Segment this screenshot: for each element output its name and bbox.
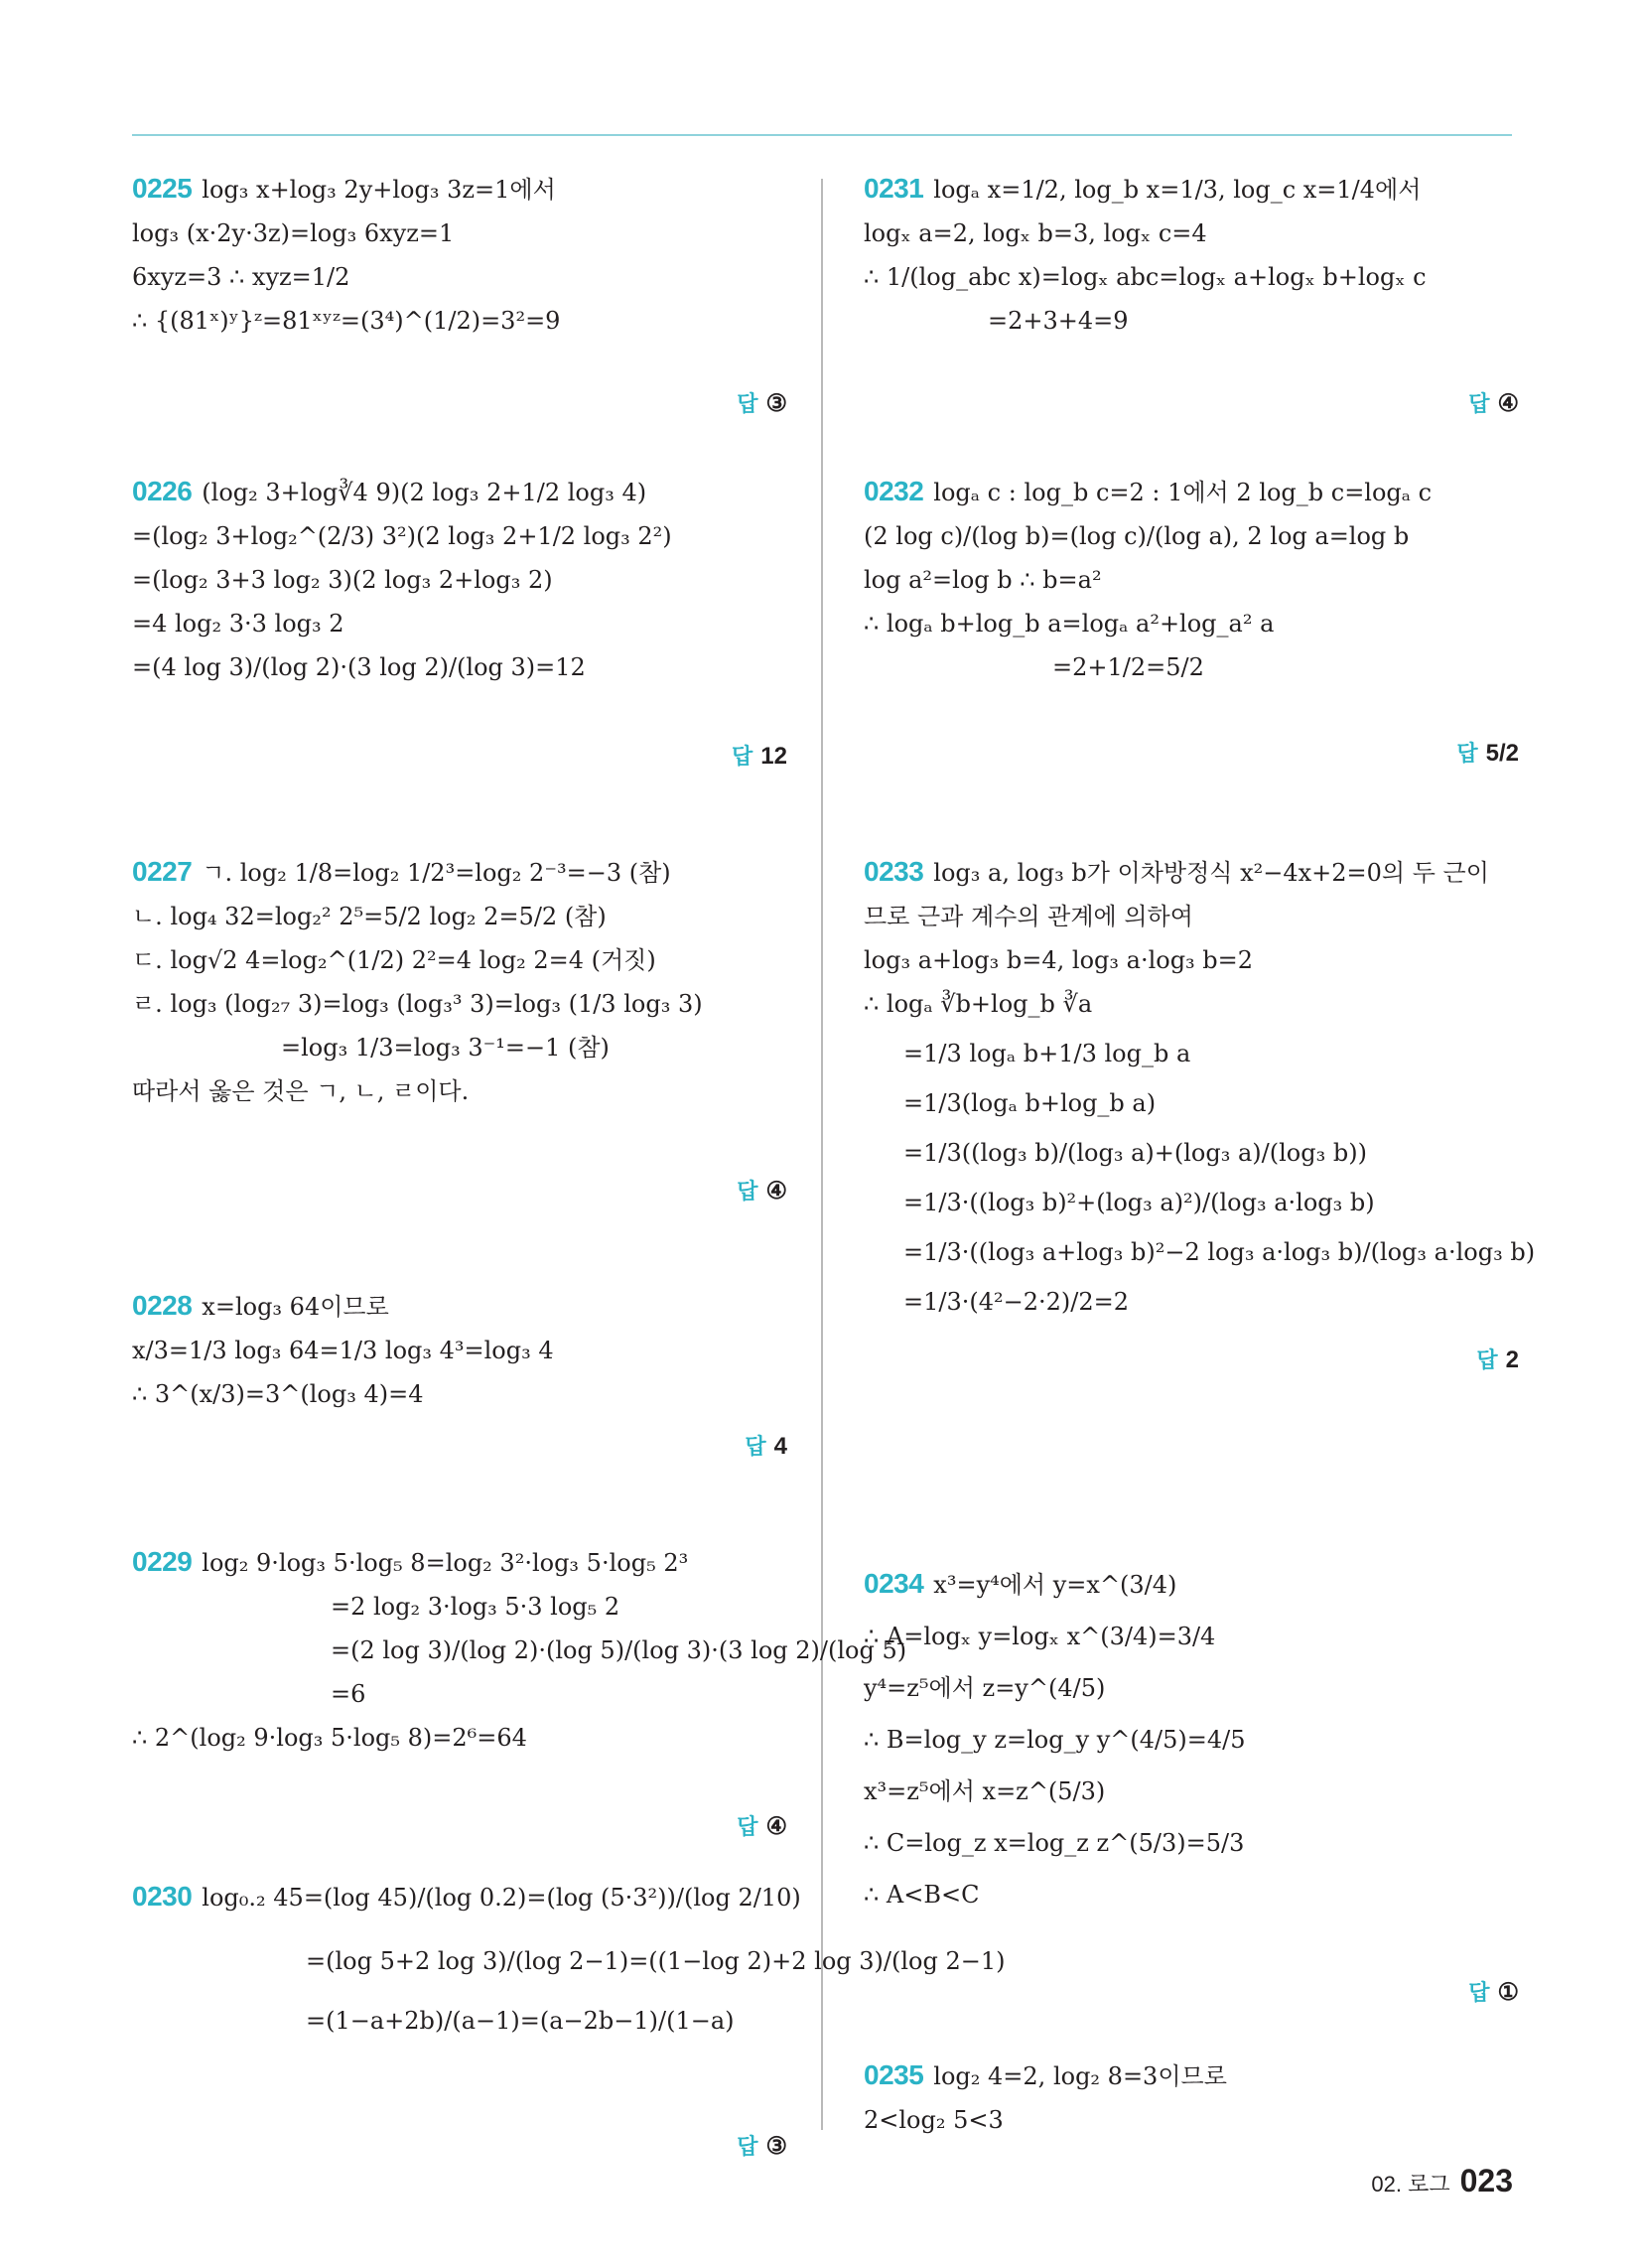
problem-0228 (132, 1290, 787, 1460)
answer-value: ④ (1497, 390, 1519, 417)
problem-number: 0230 (132, 1881, 193, 1912)
solution-line: =(2 log 3)/(log 2)·(log 5)/(log 3)·(3 log 2)/(log 5) (331, 1636, 907, 1664)
answer-label: 답 (1468, 1980, 1490, 2005)
solution-line: 2<log₂ 5<3 (864, 2106, 1004, 2134)
answer-value: 2 (1505, 1347, 1519, 1373)
answer (737, 1810, 787, 1841)
solution-line: =4 log₂ 3·3 log₃ 2 (132, 610, 344, 638)
solution-line: =1/3(logₐ b+log_b a) (903, 1089, 1157, 1117)
solution-line: ㄹ. log₃ (log₂₇ 3)=log₃ (log₃³ 3)=log₃ (1/3 log₃ 3) (132, 990, 703, 1018)
answer (737, 2130, 787, 2161)
solution-line: (log₂ 3+log∛4 9)(2 log₃ 2+1/2 log₃ 4) (202, 479, 647, 506)
problem-0233 (864, 856, 1536, 1373)
answer (737, 387, 787, 418)
solution-line: =1/3·(4²−2·2)/2=2 (903, 1288, 1129, 1316)
solution-line: =(log₂ 3+3 log₂ 3)(2 log₃ 2+log₃ 2) (132, 566, 553, 594)
solution-line: ∴ A<B<C (864, 1881, 980, 1909)
solution-line: ∴ {(81ˣ)ʸ}ᶻ=81ˣʸᶻ=(3⁴)^(1/2)=3²=9 (132, 307, 561, 335)
answer (745, 1430, 787, 1461)
problem-number: 0233 (864, 856, 924, 887)
solution-line: logₓ a=2, logₓ b=3, logₓ c=4 (864, 219, 1207, 247)
answer-label: 답 (737, 1814, 758, 1839)
answer-value: ③ (765, 390, 787, 417)
solution-line: ∴ B=log_y z=log_y y^(4/5)=4/5 (864, 1726, 1246, 1754)
solution-line: logₐ x=1/2, log_b x=1/3, log_c x=1/4에서 (933, 176, 1422, 204)
solution-line: =(log₂ 3+log₂^(2/3) 3²)(2 log₃ 2+1/2 log₃ 2²) (132, 522, 672, 550)
answer-value: ④ (765, 1178, 787, 1205)
solution-line: ∴ 3^(x/3)=3^(log₃ 4)=4 (132, 1380, 424, 1408)
solution-line: x=log₃ 64이므로 (202, 1293, 389, 1321)
solution-line: log₀.₂ 45=(log 45)/(log 0.2)=(log (5·3²))/(log 2/10) (202, 1884, 801, 1912)
answer (1456, 737, 1519, 768)
answer-value: 4 (773, 1433, 787, 1460)
answer (737, 1175, 787, 1205)
solution-line: log a²=log b ∴ b=a² (864, 566, 1102, 594)
top-divider (132, 134, 1512, 136)
solution-line: ㄴ. log₄ 32=log₂² 2⁵=5/2 log₂ 2=5/2 (참) (132, 903, 607, 930)
solution-line: ∴ A=logₓ y=logₓ x^(3/4)=3/4 (864, 1623, 1216, 1650)
answer-label: 답 (1476, 1347, 1498, 1372)
page-footer (1371, 2163, 1513, 2199)
answer (1468, 1976, 1519, 2007)
answer (1476, 1344, 1519, 1374)
solution-line: log₂ 9·log₃ 5·log₅ 8=log₂ 3²·log₃ 5·log₅ 2³ (202, 1549, 689, 1577)
solution-line: =6 (331, 1680, 366, 1708)
answer-label: 답 (737, 391, 758, 416)
solution-line: log₃ a, log₃ b가 이차방정식 x²−4x+2=0의 두 근이 (933, 859, 1489, 887)
page-number: 023 (1459, 2163, 1513, 2198)
answer-value: ④ (765, 1813, 787, 1840)
answer-value: 5/2 (1485, 740, 1519, 767)
answer-label: 답 (732, 744, 753, 769)
solution-line: =(4 log 3)/(log 2)·(3 log 2)/(log 3)=12 (132, 653, 586, 681)
problem-number: 0234 (864, 1568, 924, 1599)
answer-label: 답 (737, 2134, 758, 2159)
solution-line: =2+1/2=5/2 (1052, 653, 1204, 681)
solution-line: ∴ 1/(log_abc x)=logₓ abc=logₓ a+logₓ b+logₓ c (864, 263, 1427, 291)
solution-line: x³=y⁴에서 y=x^(3/4) (933, 1571, 1177, 1599)
problem-number: 0227 (132, 856, 193, 887)
answer (1468, 387, 1519, 418)
solution-line: ∴ logₐ ∛b+log_b ∛a (864, 990, 1093, 1018)
solution-line: logₐ c : log_b c=2 : 1에서 2 log_b c=logₐ c (933, 479, 1433, 506)
solution-line: =(1−a+2b)/(a−1)=(a−2b−1)/(1−a) (306, 2007, 735, 2035)
problem-0235 (864, 2060, 1519, 2149)
solution-line: log₂ 4=2, log₂ 8=3이므로 (933, 2062, 1227, 2090)
solution-line: =2+3+4=9 (988, 307, 1129, 335)
problem-0232 (864, 476, 1519, 767)
answer-label: 답 (1468, 391, 1490, 416)
solution-line: =1/3((log₃ b)/(log₃ a)+(log₃ a)/(log₃ b)) (903, 1139, 1367, 1167)
solution-line: =1/3·((log₃ a+log₃ b)²−2 log₃ a·log₃ b)/(log₃ a·log₃ b) (903, 1238, 1536, 1266)
problem-0231 (864, 173, 1519, 417)
solution-line: =1/3·((log₃ b)²+(log₃ a)²)/(log₃ a·log₃ b) (903, 1189, 1375, 1216)
solution-line: ∴ 2^(log₂ 9·log₃ 5·log₅ 8)=2⁶=64 (132, 1724, 527, 1752)
problem-number: 0235 (864, 2059, 924, 2090)
solution-line: =1/3 logₐ b+1/3 log_b a (903, 1040, 1191, 1067)
solution-line: log₃ a+log₃ b=4, log₃ a·log₃ b=2 (864, 946, 1254, 974)
solution-line: log₃ (x·2y·3z)=log₃ 6xyz=1 (132, 219, 455, 247)
solution-line: (2 log c)/(log b)=(log c)/(log a), 2 log a=log b (864, 522, 1410, 550)
problem-number: 0226 (132, 476, 193, 506)
answer-label: 답 (737, 1179, 758, 1204)
solution-line: 따라서 옳은 것은 ㄱ, ㄴ, ㄹ이다. (132, 1077, 470, 1105)
solution-line: ㄷ. log√2 4=log₂^(1/2) 2²=4 log₂ 2=4 (거짓) (132, 946, 656, 974)
solution-line: =2 log₂ 3·log₃ 5·3 log₅ 2 (331, 1593, 620, 1621)
answer (732, 740, 787, 771)
answer-label: 답 (1456, 741, 1478, 766)
chapter-label: 02. 로그 (1371, 2172, 1450, 2197)
problem-number: 0232 (864, 476, 924, 506)
problem-number: 0225 (132, 173, 193, 204)
solution-line: x³=z⁵에서 x=z^(5/3) (864, 1777, 1106, 1805)
solution-line: log₃ x+log₃ 2y+log₃ 3z=1에서 (202, 176, 556, 204)
problem-0225 (132, 173, 787, 417)
problem-0227 (132, 856, 787, 1205)
problem-0234 (864, 1568, 1519, 2006)
solution-line: x/3=1/3 log₃ 64=1/3 log₃ 4³=log₃ 4 (132, 1337, 554, 1364)
answer-value: 12 (760, 743, 787, 770)
problem-number: 0228 (132, 1290, 193, 1321)
answer-value: ① (1497, 1979, 1519, 2006)
solution-line: y⁴=z⁵에서 z=y^(4/5) (864, 1674, 1106, 1702)
solution-line: =(log 5+2 log 3)/(log 2−1)=((1−log 2)+2 log 3)/(log 2−1) (306, 1947, 1006, 1975)
solution-line: ㄱ. log₂ 1/8=log₂ 1/2³=log₂ 2⁻³=−3 (참) (202, 859, 671, 887)
answer-label: 답 (745, 1434, 766, 1459)
solution-line: 므로 근과 계수의 관계에 의하여 (864, 903, 1193, 930)
answer-value: ③ (765, 2133, 787, 2160)
solution-line: 6xyz=3 ∴ xyz=1/2 (132, 263, 350, 291)
solution-line: =log₃ 1/3=log₃ 3⁻¹=−1 (참) (281, 1034, 610, 1062)
solution-line: ∴ logₐ b+log_b a=logₐ a²+log_a² a (864, 610, 1275, 638)
column-divider (821, 179, 823, 2130)
problem-number: 0231 (864, 173, 924, 204)
problem-number: 0229 (132, 1546, 193, 1577)
solution-line: ∴ C=log_z x=log_z z^(5/3)=5/3 (864, 1829, 1245, 1857)
problem-0226 (132, 476, 787, 770)
